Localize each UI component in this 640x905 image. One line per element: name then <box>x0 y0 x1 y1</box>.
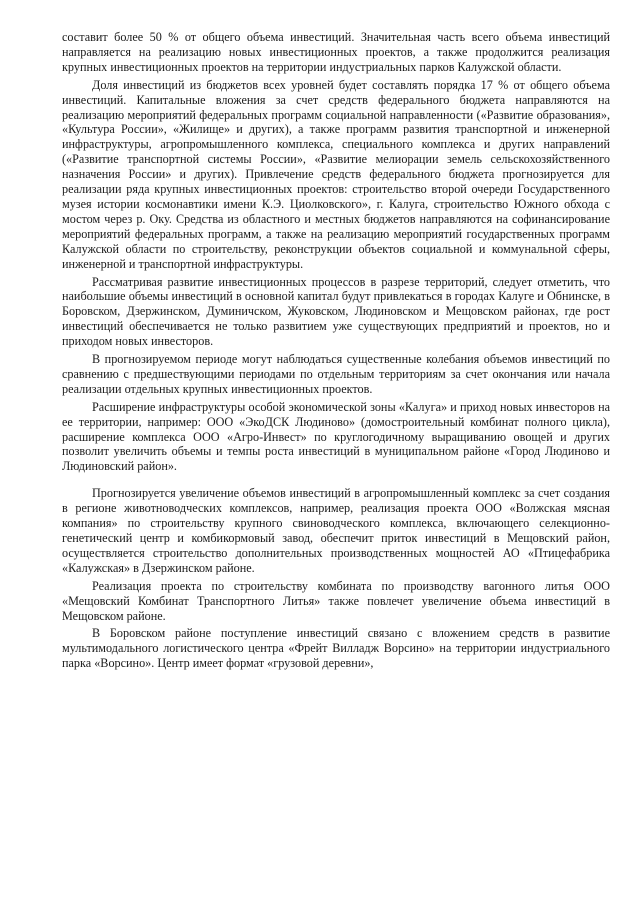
paragraph-fluctuations: В прогнозируемом периоде могут наблюдаться существенные колебания объемов инвестиций по сравнению с предшествующими периодами по отдельным территориям за счет окончания или начала реализации отдельных крупных инвестиционных проектов. <box>62 352 610 396</box>
paragraph-investment-share: составит более 50 % от общего объема инвестиций. Значительная часть всего объема инвестиций направляется на реализацию новых инвестиционных проектов, а также продолжится реализация крупных инвестиционных проектов на территории индустриальных парков Калужской области. <box>62 30 610 74</box>
paragraph-agro-complex: Прогнозируется увеличение объемов инвестиций в агропромышленный комплекс за счет создания в регионе животноводческих комплексов, например, реализация проекта ООО «Волжская мясная компания» по строительству крупного свиноводческого комплекса, включающего селекционно-генетический центр и комбикормовый завод, обеспечит приток инвестиций в Мещовский район, осуществляется строительство дополнительных производственных мощностей АО «Птицефабрика «Калужская» в Дзержинском районе. <box>62 486 610 575</box>
paragraph-sez-kaluga: Расширение инфраструктуры особой экономической зоны «Калуга» и приход новых инвесторов на ее территории, например: ООО «ЭкоДСК Людиново» (домостроительный комбинат полного цикла), расширение комплекса ООО «Агро-Инвест» по круглогодичному выращиванию овощей и других позволит увеличить объемы и темпы роста инвестиций в муниципальном районе «Город Людиново и Людиновский район». <box>62 399 610 474</box>
paragraph-meshchovsk-foundry: Реализация проекта по строительству комбината по производству вагонного литья ООО «Мещовский Комбинат Транспортного Литья» также повлечет увеличение объема инвестиций в Мещовском районе. <box>62 578 610 623</box>
paragraph-budget-investment: Доля инвестиций из бюджетов всех уровней будет составлять порядка 17 % от общего объема инвестиций. Капитальные вложения за счет средств федерального бюджета направляются на реализацию мероприятий федеральных программ социальной направленности («Развитие образования», «Культура России», «Жилище» и других), а также программ развития транспортной и инженерной инфраструктуры, агропромышленного комплекса, специального комплекса и других направлений («Развитие транспортной системы России», «Развитие мелиорации земель сельскохозяйственного назначения России» и других). Привлечение средств федерального бюджета прогнозируется для реализации ряда крупных инвестиционных проектов: строительство второй очереди Государственного музея истории космонавтики имени К.Э. Циолковского», г. Калуга, строительство Южного обхода с мостом через р. Оку. Средства из областного и местных бюджетов направляются на софинансирование мероприятий федеральных программ, а также на реализацию мероприятий государственных программ Калужской области по строительству, реконструкции объектов социальной и коммунальной сферы, инженерной и транспортной инфраструктуры. <box>62 77 610 271</box>
paragraph-territories: Рассматривая развитие инвестиционных процессов в разрезе территорий, следует отметить, что наибольшие объемы инвестиций в основной капитал будут привлекаться в городах Калуге и Обнинске, в Боровском, Дзержинском, Думиничском, Жуковском, Людиновском и Мещовском районах, где рост инвестиций обеспечивается не только развитием уже существующих предприятий и проектов, но и приходом новых инвесторов. <box>62 274 610 349</box>
paragraph-borovsk-logistics: В Боровском районе поступление инвестиций связано с вложением средств в развитие мультимодального логистического центра «Фрейт Вилладж Ворсино» на территории индустриального парка «Ворсино». Центр имеет формат «грузовой деревни», <box>62 626 610 671</box>
document-page <box>62 30 610 671</box>
